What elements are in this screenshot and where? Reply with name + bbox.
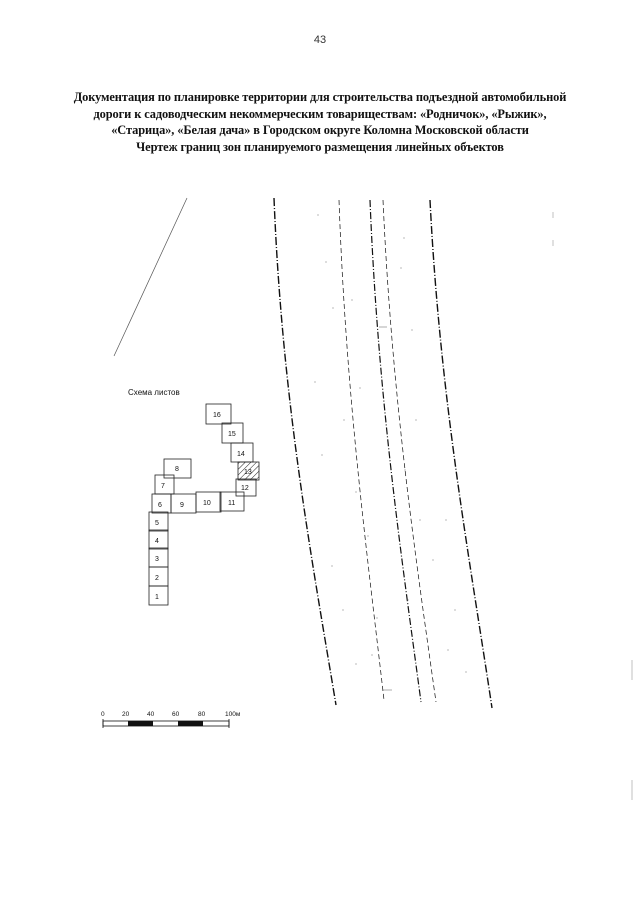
edge-marks (553, 212, 632, 800)
survey-points (314, 214, 466, 672)
title-line: дороги к садоводческим некоммерческим товариществам: «Родничок», «Рыжик», (93, 106, 547, 121)
boundary-line (339, 200, 384, 700)
sheet-number: 9 (180, 502, 184, 509)
scale-label: 40 (147, 711, 155, 718)
sheet-number: 6 (158, 502, 162, 509)
sheet-number: 11 (228, 500, 236, 507)
sheet-number: 3 (155, 556, 159, 563)
sheet-number: 10 (203, 500, 211, 507)
boundary-line (430, 200, 492, 708)
scale-label: 0 (101, 711, 105, 718)
sheet-number: 12 (241, 485, 249, 492)
sheet-scheme-title: Схема листов (128, 388, 180, 397)
sheet-number: 4 (155, 538, 159, 545)
diagonal-boundary-line (114, 198, 187, 356)
scale-bar (101, 711, 241, 728)
title-line: Документация по планировке территории для строительства подъездной автомобильной (73, 90, 567, 104)
scale-label: 80 (198, 711, 206, 718)
sheet-number: 14 (237, 451, 245, 458)
title-line: Чертеж границ зон планируемого размещения линейных объектов (136, 139, 504, 154)
boundary-line (274, 198, 336, 705)
sheet-number: 5 (155, 520, 159, 527)
sheet-number: 7 (161, 483, 165, 490)
sheet-number: 15 (228, 431, 236, 438)
scale-label: 20 (122, 711, 130, 718)
sheet-number: 13 (244, 469, 252, 476)
scale-label: 100м (225, 711, 241, 718)
sheet-number: 2 (155, 575, 159, 582)
sheet-number: 16 (213, 412, 221, 419)
sheet-numbers (155, 412, 252, 601)
title-line: «Старица», «Белая дача» в Городском округе Коломна Московской области (111, 123, 529, 137)
road-zone-lines (274, 198, 492, 708)
scale-label: 60 (172, 711, 180, 718)
sheet-number: 8 (175, 466, 179, 473)
road-marks (379, 327, 392, 690)
page-number: 43 (313, 34, 327, 46)
boundary-line (370, 200, 421, 702)
sheet-number: 1 (155, 594, 159, 601)
boundary-line (383, 200, 436, 702)
